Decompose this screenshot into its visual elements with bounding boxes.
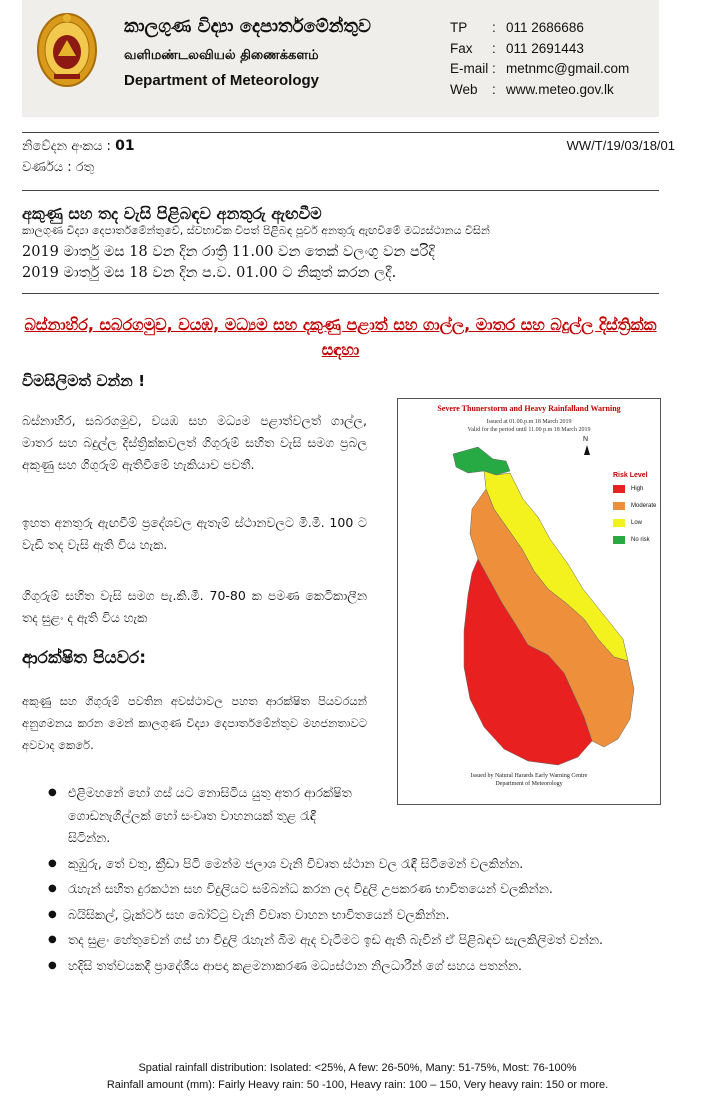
contact-row: Web : www.meteo.gov.lk <box>450 80 629 101</box>
issued-by-line: කාලගුණ විද්‍යා දෙපාර්තමේන්තුවේ, ස්වභාවික විපත් පිළිබඳ පූර්ව අනතුරු ඇඟවීමේ මධ්‍යස්ථානය විසින් <box>22 224 490 237</box>
notice-number: නිවේදන අංකය : 01 <box>22 138 135 154</box>
map-issue-info <box>398 418 660 434</box>
department-name-tamil: வளிமண்டலவியல் திணைக்களம் <box>124 48 319 63</box>
department-name-sinhala: කාලගුණ විද්‍යා දෙපාර්තමේන්තුව <box>124 16 371 37</box>
footer-notes <box>0 1060 715 1094</box>
contact-value: 011 2691443 <box>506 40 584 56</box>
notice-color: වර්ණය : රතු <box>22 160 95 175</box>
north-arrow-icon: N <box>583 436 589 443</box>
list-item: ● බයිසිකල්, ට්‍රැක්ටර් සහ බෝට්ටු වැනි විවෘත වාහන භාවිතයෙන් වලකින්න. <box>48 904 668 927</box>
contact-details <box>450 18 629 100</box>
map-source-line: Department of Meteorology <box>495 781 563 787</box>
contact-label: Fax <box>450 40 473 56</box>
website-link[interactable]: www.meteo.gov.lk <box>506 81 614 97</box>
list-item: ● කුඹුරු, තේ වතු, ක්‍රීඩා පිටි මෙන්ම ජලාශ වැනි විවෘත ස්ථාන වල රැඳී සිටීමෙන් වලකින්න. <box>48 853 668 876</box>
map-title: Severe Thunerstorm and Heavy Rainfalland Warning <box>437 404 621 413</box>
map-legend <box>613 472 656 553</box>
title-divider <box>22 293 659 294</box>
sri-lanka-map <box>398 399 660 804</box>
contact-row: TP : 011 2686686 <box>450 18 629 39</box>
legend-label: Moderate <box>631 503 657 509</box>
legend-item <box>613 485 656 493</box>
map-source-line: Issued by Natural Harards Early Warning Centre <box>470 773 588 779</box>
map-region-no-risk <box>453 447 510 475</box>
letterhead <box>22 0 659 117</box>
contact-row: E-mail : metnmc@gmail.com <box>450 59 629 80</box>
warning-paragraph: බස්නාහිර, සබරගමුව, වයඹ සහ මධ්‍යම පළාත්වලත් ගාල්ල, මාතර සහ බදුල්ල දිස්ත්‍රික්කවලත් ගිගුරුම් සහිත වැසි සමග ප්‍රබල අකුණු සහ ගිගුරුම් ඇතිවීමේ හැකියාව පවතී. <box>22 413 367 472</box>
contact-row: Fax : 011 2691443 <box>450 39 629 60</box>
footer-line: Spatial rainfall distribution: Isolated: <25%, A few: 26-50%, Many: 51-75%, Most: 76-100% <box>138 1062 577 1074</box>
list-item: ● එළිමහනේ හෝ ගස් යට නොසිටිය යුතු අතර ආරක්ෂිත ගොඩනැගිල්ලක් හෝ සංවෘත වාහනයක් තුළ රැඳී සිටින්න. <box>48 782 358 850</box>
email-link[interactable]: metnmc@gmail.com <box>506 61 630 76</box>
notice-reference: WW/T/19/03/18/01 <box>566 138 675 153</box>
rainfall-paragraph: ඉහත අනතුරු ඇඟවීම් ප්‍රදේශවල ඇතැම් ස්ථානවලට මි.මී. 100 ට වැඩි තද වැසි ඇති විය හැක. <box>22 515 367 552</box>
legend-label: Low <box>631 520 643 526</box>
legend-swatch <box>613 485 625 493</box>
contact-label: E-mail <box>450 61 489 76</box>
legend-item <box>613 536 656 544</box>
legend-title: Risk Level <box>613 472 648 479</box>
legend-item <box>613 519 656 527</box>
map-valid-text: Valid for the period until 11.00 p.m 18 March 2019 <box>467 427 591 433</box>
department-name-english: Department of Meteorology <box>124 72 320 89</box>
list-item: ● හදිසි තත්වයකදී ප්‍රාදේශීය ආපදා කළමනාකරණ මධ්‍යස්ථාන නිලධාරීන් ගේ සහය පතන්න. <box>48 955 668 978</box>
validity-line: 2019 මාර්තු මස 18 වන දින රාත්‍රි 11.00 වන තෙක් වලංගු වන පරිදි <box>22 244 435 260</box>
legend-label: No risk <box>631 537 650 543</box>
alert-heading: විමසිලිමත් වන්න ! <box>22 372 146 390</box>
map-issued-text: Issued at 01.00.p.m 18 March 2019 <box>486 419 572 425</box>
warning-title: අකුණු සහ තද වැසි පිළිබඳව අනතුරු ඇඟවීම <box>22 204 322 223</box>
meta-divider <box>22 190 659 191</box>
list-item: ● රැහැන් සහිත දුරකථන සහ විදුලියට සම්බන්ධ කරන ලද විදුලි උපකරණ භාවිතයෙන් වලකින්න. <box>48 878 668 901</box>
precautions-intro: අකුණු සහ ගිගුරුම් පවතින අවස්ථාවල පහත ආරක්ෂිත පියවරයන් අනුගමනය කරන මෙන් කාලගුණ විද්‍යා දෙපාර්තමේන්තුව මහජනතාවට අවවාද කෙරේ. <box>22 694 367 752</box>
legend-swatch <box>613 519 625 527</box>
legend-label: High <box>631 486 644 492</box>
legend-swatch <box>613 536 625 544</box>
precautions-list <box>48 782 668 980</box>
wind-paragraph: ගිගුරුම් සහිත වැසි සමග පැ.කි.මී. 70-80 ක පමණ කෙටිකාලීන තද සුළං ද ඇති විය හැක <box>22 588 367 625</box>
list-item: ● තද සුළං හේතුවෙන් ගස් හා විදුලි රැහැන් බිම ඇද වැටීමට ඉඩ ඇති බැවින් ඒ පිළිබඳව සැලකිලිමත් වන්න. <box>48 929 668 952</box>
risk-map <box>397 398 661 805</box>
districts-heading: බස්නාහිර, සබරගමුව, වයඹ, මධ්‍යම සහ දකුණු පළාත් සහ ගාල්ල, මාතර සහ බදුල්ල දිස්ත්‍රික්ක සඳහා <box>24 315 657 359</box>
precautions-heading: ආරක්ෂිත පියවර: <box>22 648 146 668</box>
sri-lanka-emblem-icon <box>36 10 98 88</box>
footer-line: Rainfall amount (mm): Fairly Heavy rain: 50 -100, Heavy rain: 100 – 150, Very heavy rain: 150 or more. <box>106 1079 609 1091</box>
issue-time-line: 2019 මාර්තු මස 18 වන දින ප.ව. 01.00 ට නිකුත් කරන ලදී. <box>22 265 397 281</box>
contact-label: TP <box>450 20 468 35</box>
notice-number-value: 01 <box>115 138 135 154</box>
legend-item <box>613 502 656 510</box>
contact-value: 011 2686686 <box>506 20 584 35</box>
header-divider <box>22 132 659 133</box>
legend-swatch <box>613 502 625 510</box>
contact-label: Web <box>450 81 478 97</box>
